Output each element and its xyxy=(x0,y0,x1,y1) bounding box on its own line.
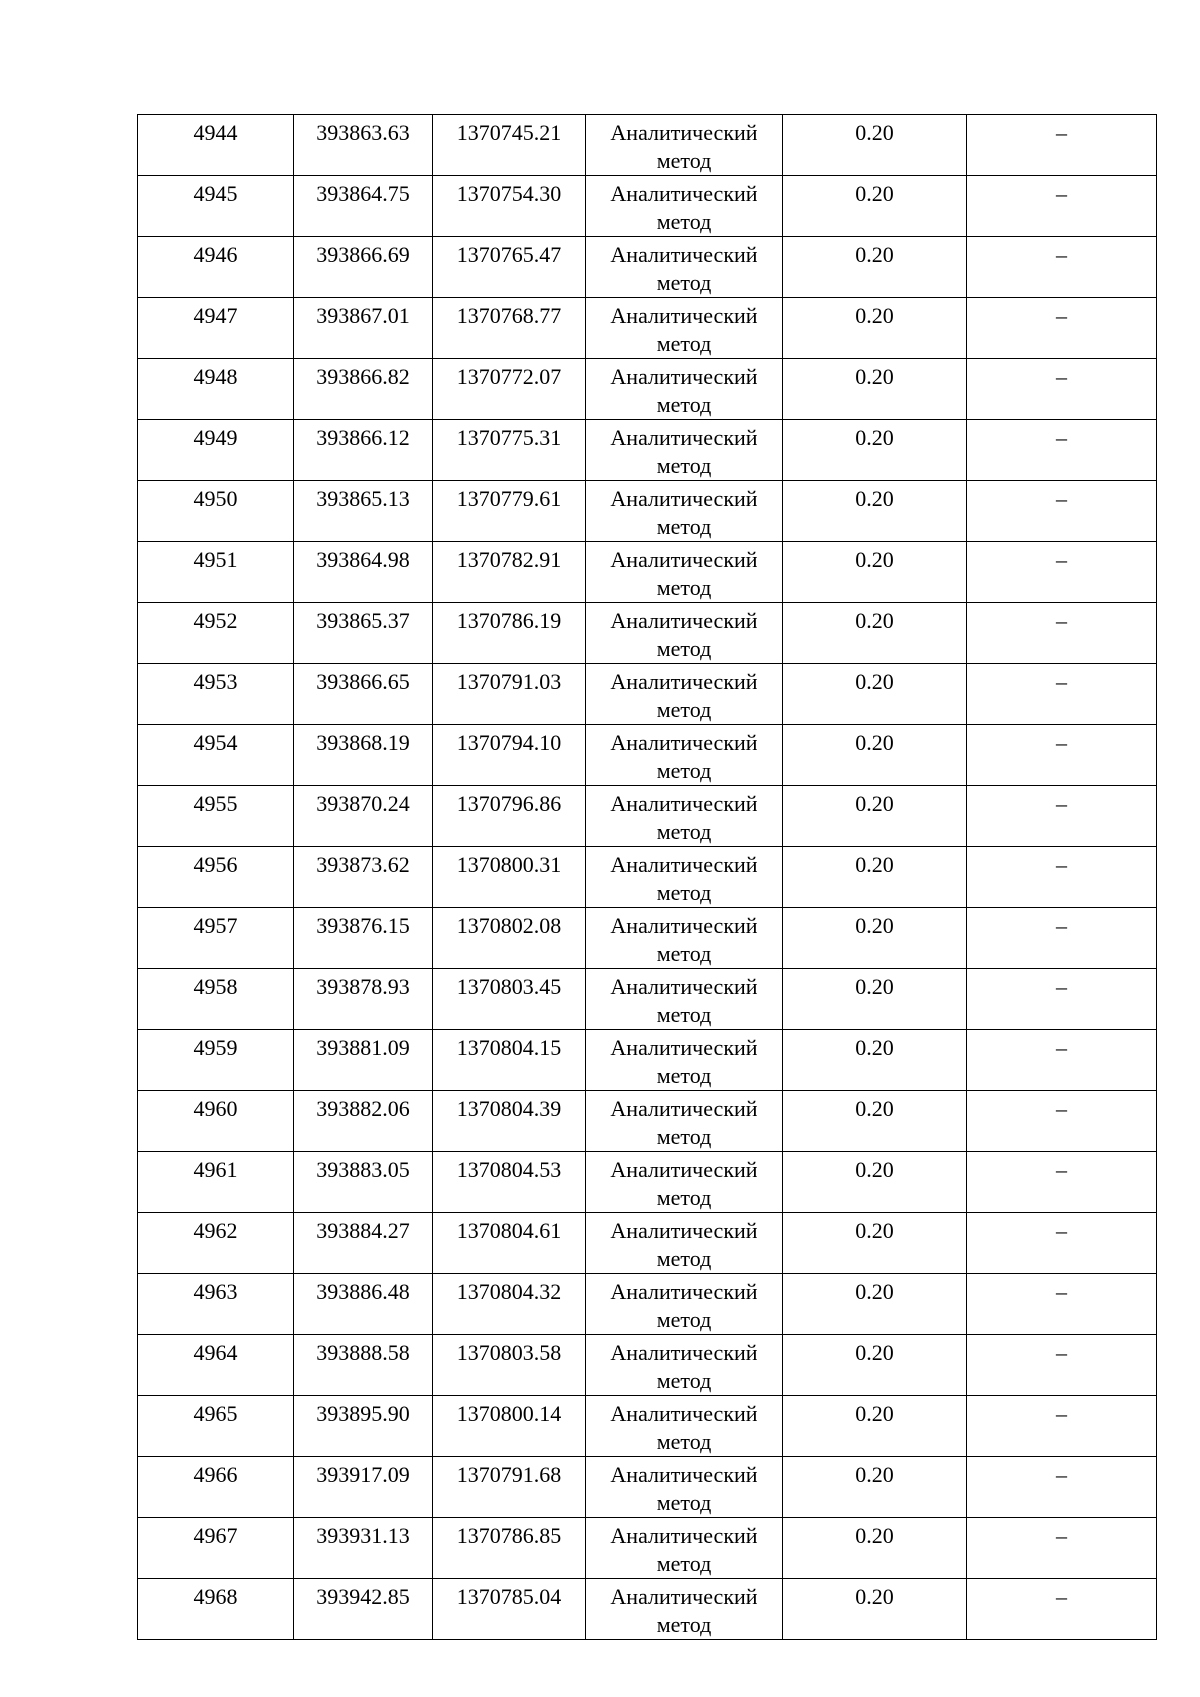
x-coordinate-cell: 393864.98 xyxy=(294,542,433,603)
note-cell: – xyxy=(967,1274,1157,1335)
note-cell: – xyxy=(967,1152,1157,1213)
method-cell: Аналитический метод xyxy=(586,1518,783,1579)
point-number-cell: 4952 xyxy=(138,603,294,664)
method-cell: Аналитический метод xyxy=(586,908,783,969)
method-cell: Аналитический метод xyxy=(586,115,783,176)
accuracy-cell: 0.20 xyxy=(783,1030,967,1091)
y-coordinate-cell: 1370804.53 xyxy=(433,1152,586,1213)
coordinates-table xyxy=(137,114,1157,1640)
method-cell: Аналитический метод xyxy=(586,969,783,1030)
table-row xyxy=(138,1518,1157,1579)
note-cell: – xyxy=(967,1335,1157,1396)
x-coordinate-cell: 393895.90 xyxy=(294,1396,433,1457)
x-coordinate-cell: 393864.75 xyxy=(294,176,433,237)
point-number-cell: 4959 xyxy=(138,1030,294,1091)
accuracy-cell: 0.20 xyxy=(783,176,967,237)
note-cell: – xyxy=(967,725,1157,786)
coordinates-table-body xyxy=(138,115,1157,1640)
y-coordinate-cell: 1370772.07 xyxy=(433,359,586,420)
table-row xyxy=(138,1396,1157,1457)
note-cell: – xyxy=(967,1213,1157,1274)
accuracy-cell: 0.20 xyxy=(783,786,967,847)
accuracy-cell: 0.20 xyxy=(783,1091,967,1152)
point-number-cell: 4964 xyxy=(138,1335,294,1396)
note-cell: – xyxy=(967,359,1157,420)
point-number-cell: 4946 xyxy=(138,237,294,298)
y-coordinate-cell: 1370791.68 xyxy=(433,1457,586,1518)
method-cell: Аналитический метод xyxy=(586,1091,783,1152)
table-row xyxy=(138,603,1157,664)
y-coordinate-cell: 1370804.61 xyxy=(433,1213,586,1274)
point-number-cell: 4966 xyxy=(138,1457,294,1518)
table-row xyxy=(138,237,1157,298)
accuracy-cell: 0.20 xyxy=(783,725,967,786)
note-cell: – xyxy=(967,1091,1157,1152)
x-coordinate-cell: 393866.69 xyxy=(294,237,433,298)
accuracy-cell: 0.20 xyxy=(783,1396,967,1457)
point-number-cell: 4948 xyxy=(138,359,294,420)
note-cell: – xyxy=(967,176,1157,237)
method-cell: Аналитический метод xyxy=(586,1213,783,1274)
y-coordinate-cell: 1370804.15 xyxy=(433,1030,586,1091)
accuracy-cell: 0.20 xyxy=(783,1579,967,1640)
table-row xyxy=(138,1274,1157,1335)
y-coordinate-cell: 1370754.30 xyxy=(433,176,586,237)
x-coordinate-cell: 393868.19 xyxy=(294,725,433,786)
point-number-cell: 4958 xyxy=(138,969,294,1030)
y-coordinate-cell: 1370791.03 xyxy=(433,664,586,725)
method-cell: Аналитический метод xyxy=(586,1396,783,1457)
x-coordinate-cell: 393942.85 xyxy=(294,1579,433,1640)
point-number-cell: 4968 xyxy=(138,1579,294,1640)
accuracy-cell: 0.20 xyxy=(783,603,967,664)
accuracy-cell: 0.20 xyxy=(783,115,967,176)
y-coordinate-cell: 1370794.10 xyxy=(433,725,586,786)
method-cell: Аналитический метод xyxy=(586,786,783,847)
accuracy-cell: 0.20 xyxy=(783,664,967,725)
note-cell: – xyxy=(967,481,1157,542)
accuracy-cell: 0.20 xyxy=(783,1152,967,1213)
accuracy-cell: 0.20 xyxy=(783,481,967,542)
point-number-cell: 4963 xyxy=(138,1274,294,1335)
x-coordinate-cell: 393878.93 xyxy=(294,969,433,1030)
point-number-cell: 4956 xyxy=(138,847,294,908)
x-coordinate-cell: 393917.09 xyxy=(294,1457,433,1518)
method-cell: Аналитический метод xyxy=(586,1579,783,1640)
accuracy-cell: 0.20 xyxy=(783,847,967,908)
x-coordinate-cell: 393865.13 xyxy=(294,481,433,542)
method-cell: Аналитический метод xyxy=(586,420,783,481)
note-cell: – xyxy=(967,969,1157,1030)
point-number-cell: 4955 xyxy=(138,786,294,847)
accuracy-cell: 0.20 xyxy=(783,969,967,1030)
method-cell: Аналитический метод xyxy=(586,1030,783,1091)
method-cell: Аналитический метод xyxy=(586,725,783,786)
y-coordinate-cell: 1370800.31 xyxy=(433,847,586,908)
point-number-cell: 4944 xyxy=(138,115,294,176)
method-cell: Аналитический метод xyxy=(586,603,783,664)
y-coordinate-cell: 1370803.45 xyxy=(433,969,586,1030)
y-coordinate-cell: 1370785.04 xyxy=(433,1579,586,1640)
x-coordinate-cell: 393870.24 xyxy=(294,786,433,847)
accuracy-cell: 0.20 xyxy=(783,542,967,603)
x-coordinate-cell: 393873.62 xyxy=(294,847,433,908)
y-coordinate-cell: 1370782.91 xyxy=(433,542,586,603)
table-row xyxy=(138,908,1157,969)
y-coordinate-cell: 1370786.19 xyxy=(433,603,586,664)
table-row xyxy=(138,1030,1157,1091)
accuracy-cell: 0.20 xyxy=(783,237,967,298)
accuracy-cell: 0.20 xyxy=(783,420,967,481)
accuracy-cell: 0.20 xyxy=(783,908,967,969)
note-cell: – xyxy=(967,847,1157,908)
method-cell: Аналитический метод xyxy=(586,237,783,298)
note-cell: – xyxy=(967,542,1157,603)
method-cell: Аналитический метод xyxy=(586,1274,783,1335)
note-cell: – xyxy=(967,1457,1157,1518)
method-cell: Аналитический метод xyxy=(586,298,783,359)
point-number-cell: 4960 xyxy=(138,1091,294,1152)
note-cell: – xyxy=(967,1579,1157,1640)
accuracy-cell: 0.20 xyxy=(783,359,967,420)
y-coordinate-cell: 1370786.85 xyxy=(433,1518,586,1579)
y-coordinate-cell: 1370775.31 xyxy=(433,420,586,481)
note-cell: – xyxy=(967,1518,1157,1579)
method-cell: Аналитический метод xyxy=(586,664,783,725)
x-coordinate-cell: 393865.37 xyxy=(294,603,433,664)
note-cell: – xyxy=(967,1030,1157,1091)
note-cell: – xyxy=(967,420,1157,481)
point-number-cell: 4965 xyxy=(138,1396,294,1457)
point-number-cell: 4945 xyxy=(138,176,294,237)
accuracy-cell: 0.20 xyxy=(783,1335,967,1396)
x-coordinate-cell: 393867.01 xyxy=(294,298,433,359)
table-row xyxy=(138,115,1157,176)
table-row xyxy=(138,1335,1157,1396)
table-row xyxy=(138,420,1157,481)
table-row xyxy=(138,725,1157,786)
method-cell: Аналитический метод xyxy=(586,542,783,603)
y-coordinate-cell: 1370803.58 xyxy=(433,1335,586,1396)
note-cell: – xyxy=(967,298,1157,359)
table-row xyxy=(138,786,1157,847)
table-row xyxy=(138,176,1157,237)
method-cell: Аналитический метод xyxy=(586,1457,783,1518)
x-coordinate-cell: 393886.48 xyxy=(294,1274,433,1335)
point-number-cell: 4954 xyxy=(138,725,294,786)
y-coordinate-cell: 1370796.86 xyxy=(433,786,586,847)
accuracy-cell: 0.20 xyxy=(783,298,967,359)
x-coordinate-cell: 393884.27 xyxy=(294,1213,433,1274)
x-coordinate-cell: 393882.06 xyxy=(294,1091,433,1152)
note-cell: – xyxy=(967,115,1157,176)
x-coordinate-cell: 393888.58 xyxy=(294,1335,433,1396)
x-coordinate-cell: 393866.12 xyxy=(294,420,433,481)
x-coordinate-cell: 393883.05 xyxy=(294,1152,433,1213)
x-coordinate-cell: 393866.65 xyxy=(294,664,433,725)
method-cell: Аналитический метод xyxy=(586,847,783,908)
x-coordinate-cell: 393863.63 xyxy=(294,115,433,176)
table-row xyxy=(138,298,1157,359)
x-coordinate-cell: 393876.15 xyxy=(294,908,433,969)
point-number-cell: 4951 xyxy=(138,542,294,603)
point-number-cell: 4962 xyxy=(138,1213,294,1274)
x-coordinate-cell: 393931.13 xyxy=(294,1518,433,1579)
table-row xyxy=(138,847,1157,908)
x-coordinate-cell: 393881.09 xyxy=(294,1030,433,1091)
y-coordinate-cell: 1370804.39 xyxy=(433,1091,586,1152)
point-number-cell: 4953 xyxy=(138,664,294,725)
note-cell: – xyxy=(967,603,1157,664)
point-number-cell: 4967 xyxy=(138,1518,294,1579)
method-cell: Аналитический метод xyxy=(586,481,783,542)
table-row xyxy=(138,481,1157,542)
point-number-cell: 4947 xyxy=(138,298,294,359)
y-coordinate-cell: 1370800.14 xyxy=(433,1396,586,1457)
accuracy-cell: 0.20 xyxy=(783,1213,967,1274)
method-cell: Аналитический метод xyxy=(586,1335,783,1396)
accuracy-cell: 0.20 xyxy=(783,1274,967,1335)
table-row xyxy=(138,1213,1157,1274)
y-coordinate-cell: 1370779.61 xyxy=(433,481,586,542)
note-cell: – xyxy=(967,786,1157,847)
y-coordinate-cell: 1370804.32 xyxy=(433,1274,586,1335)
point-number-cell: 4961 xyxy=(138,1152,294,1213)
y-coordinate-cell: 1370765.47 xyxy=(433,237,586,298)
method-cell: Аналитический метод xyxy=(586,176,783,237)
y-coordinate-cell: 1370802.08 xyxy=(433,908,586,969)
accuracy-cell: 0.20 xyxy=(783,1457,967,1518)
table-row xyxy=(138,969,1157,1030)
table-row xyxy=(138,1152,1157,1213)
note-cell: – xyxy=(967,664,1157,725)
method-cell: Аналитический метод xyxy=(586,1152,783,1213)
point-number-cell: 4957 xyxy=(138,908,294,969)
method-cell: Аналитический метод xyxy=(586,359,783,420)
table-row xyxy=(138,359,1157,420)
point-number-cell: 4950 xyxy=(138,481,294,542)
note-cell: – xyxy=(967,237,1157,298)
note-cell: – xyxy=(967,1396,1157,1457)
table-row xyxy=(138,1579,1157,1640)
y-coordinate-cell: 1370768.77 xyxy=(433,298,586,359)
y-coordinate-cell: 1370745.21 xyxy=(433,115,586,176)
note-cell: – xyxy=(967,908,1157,969)
accuracy-cell: 0.20 xyxy=(783,1518,967,1579)
table-row xyxy=(138,1091,1157,1152)
table-row xyxy=(138,664,1157,725)
point-number-cell: 4949 xyxy=(138,420,294,481)
table-row xyxy=(138,542,1157,603)
table-row xyxy=(138,1457,1157,1518)
x-coordinate-cell: 393866.82 xyxy=(294,359,433,420)
